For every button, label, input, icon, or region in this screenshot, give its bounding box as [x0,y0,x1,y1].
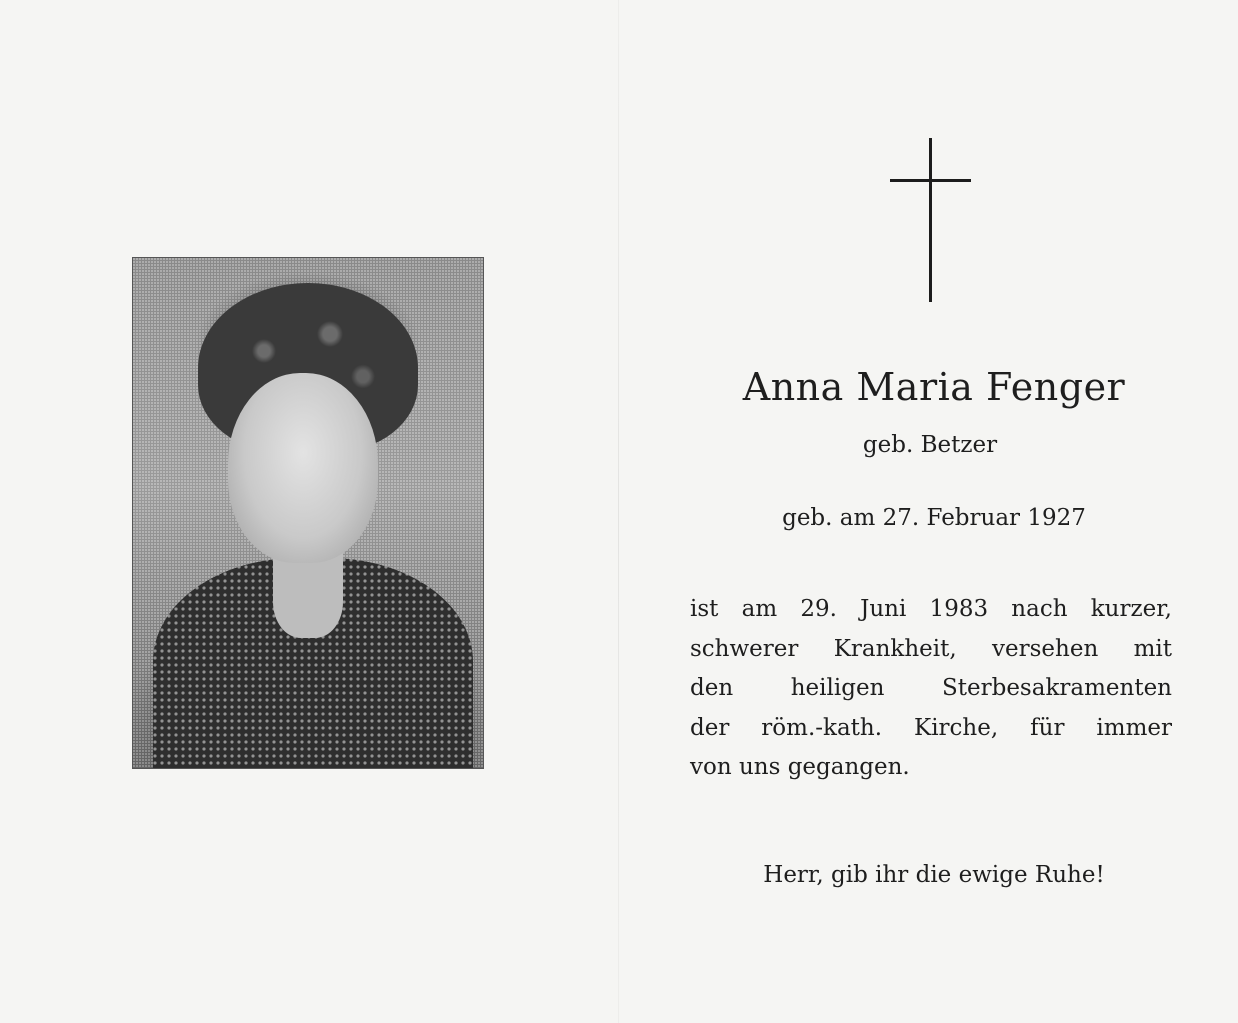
death-notice-line: den heiligen Sterbesakramenten [690,675,1172,701]
closing-prayer: Herr, gib ihr die ewige Ruhe! [763,862,1105,888]
death-notice [690,590,1172,788]
maiden-name: geb. Betzer [862,432,998,458]
birth-date: geb. am 27. Februar 1927 [782,505,1086,531]
death-notice-line: von uns gegangen. [690,754,910,780]
death-notice-line: ist am 29. Juni 1983 nach kurzer, [690,596,1172,622]
cross-vertical-bar [929,138,932,302]
photo-figure-face [228,373,378,563]
cross-horizontal-bar [890,179,971,182]
death-notice-line: der röm.-kath. Kirche, für immer [690,714,1172,741]
portrait-photo [132,257,484,769]
card-fold-line [618,0,619,1023]
deceased-name: Anna Maria Fenger [742,365,1126,409]
death-notice-line: schwerer Krankheit, versehen mit [690,635,1172,662]
